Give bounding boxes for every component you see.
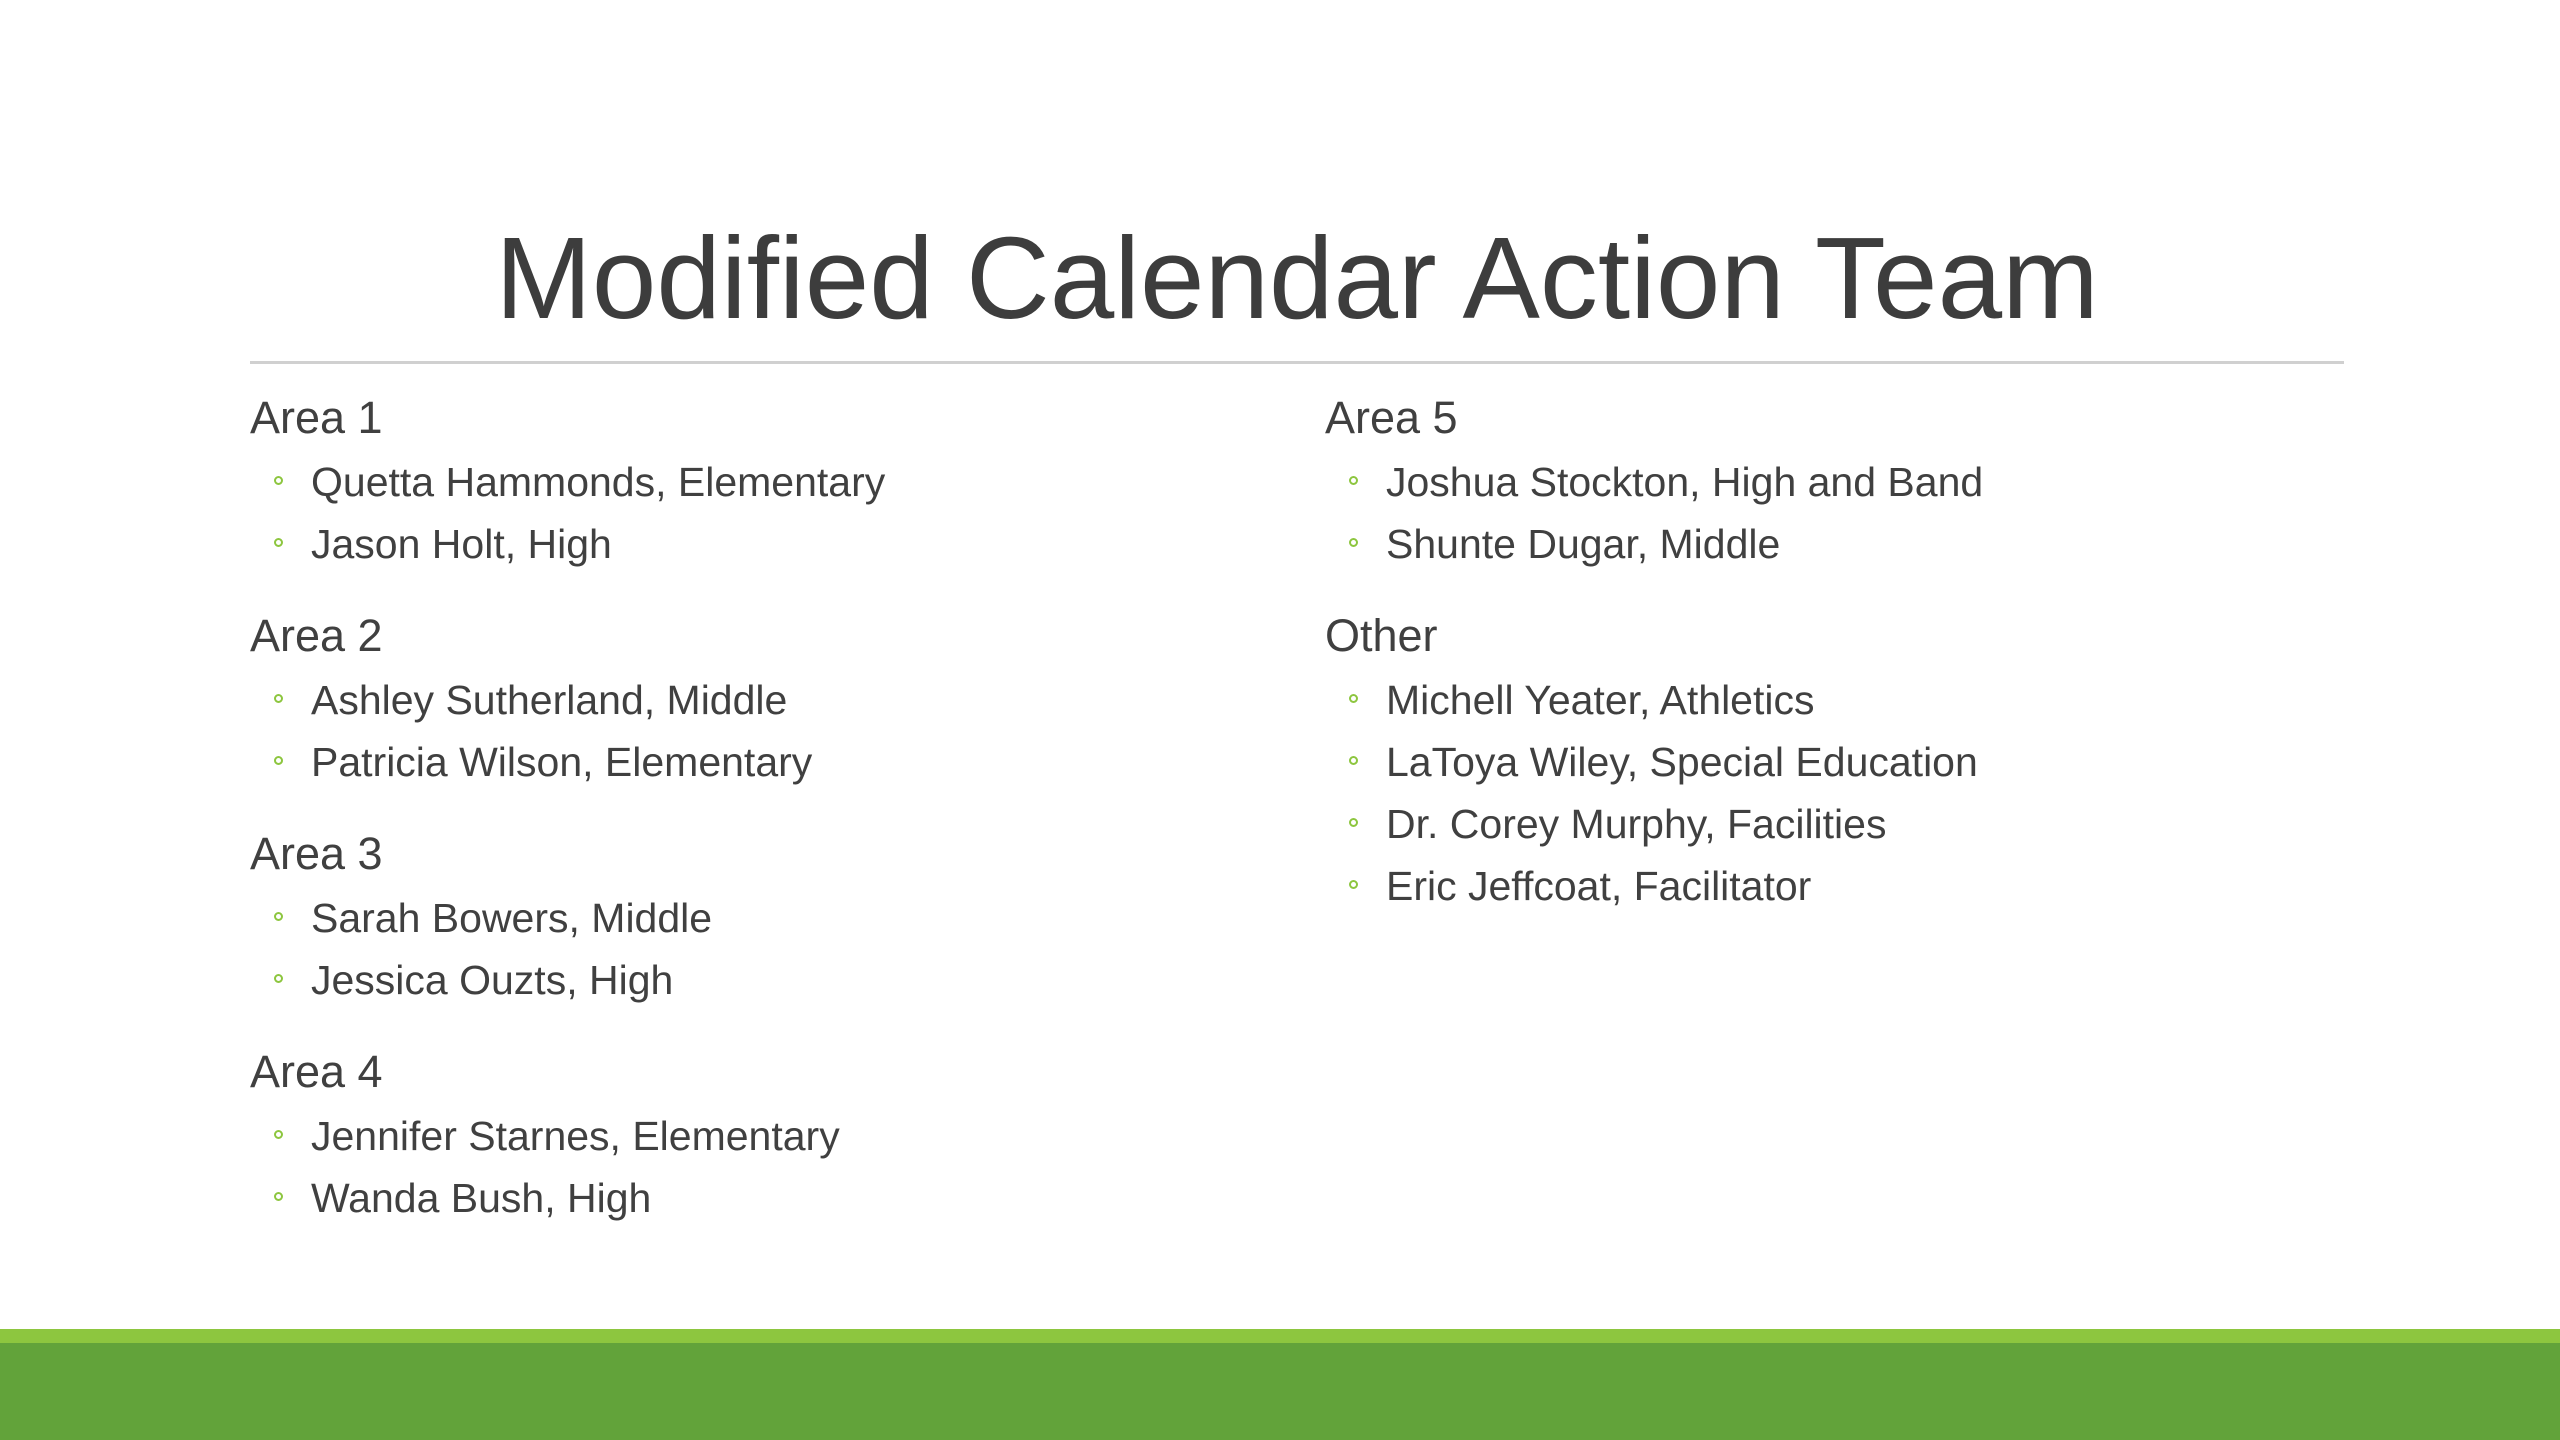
right-column	[1325, 385, 2365, 945]
list-item-text: Ashley Sutherland, Middle	[311, 677, 788, 723]
list-item	[1325, 513, 2365, 575]
list-item-text: LaToya Wiley, Special Education	[1386, 739, 1978, 785]
circle-bullet-icon	[274, 756, 283, 765]
list-item-text: Jason Holt, High	[311, 521, 612, 567]
list-item	[250, 669, 1290, 731]
group-area-3	[250, 821, 1290, 1011]
list-item-text: Joshua Stockton, High and Band	[1386, 459, 1984, 505]
group-heading: Area 4	[250, 1046, 383, 1097]
footer-accent-stripe	[0, 1329, 2560, 1343]
list-item	[250, 513, 1290, 575]
circle-bullet-icon	[1349, 476, 1358, 485]
group-list	[1325, 451, 2365, 575]
group-heading: Area 2	[250, 610, 383, 661]
circle-bullet-icon	[274, 694, 283, 703]
circle-bullet-icon	[1349, 756, 1358, 765]
group-heading: Area 1	[250, 392, 383, 443]
circle-bullet-icon	[274, 476, 283, 485]
list-item-text: Quetta Hammonds, Elementary	[311, 459, 886, 505]
circle-bullet-icon	[274, 538, 283, 547]
footer-band	[0, 1343, 2560, 1440]
group-area-4	[250, 1039, 1290, 1229]
group-area-5	[1325, 385, 2365, 575]
group-heading: Other	[1325, 610, 1438, 661]
circle-bullet-icon	[1349, 818, 1358, 827]
list-item	[1325, 669, 2365, 731]
list-item-text: Wanda Bush, High	[311, 1175, 652, 1221]
slide-title: Modified Calendar Action Team	[495, 213, 2099, 343]
circle-bullet-icon	[1349, 694, 1358, 703]
list-item-text: Jennifer Starnes, Elementary	[311, 1113, 840, 1159]
group-area-1	[250, 385, 1290, 575]
list-item	[250, 887, 1290, 949]
group-heading: Area 5	[1325, 392, 1458, 443]
group-list	[250, 1105, 1290, 1229]
list-item	[1325, 855, 2365, 917]
group-list	[1325, 669, 2365, 917]
list-item-text: Michell Yeater, Athletics	[1386, 677, 1815, 723]
group-list	[250, 451, 1290, 575]
list-item	[1325, 731, 2365, 793]
list-item-text: Patricia Wilson, Elementary	[311, 739, 813, 785]
list-item-text: Eric Jeffcoat, Facilitator	[1386, 863, 1812, 909]
circle-bullet-icon	[274, 1130, 283, 1139]
list-item	[250, 1105, 1290, 1167]
list-item-text: Jessica Ouzts, High	[311, 957, 674, 1003]
list-item	[250, 949, 1290, 1011]
list-item-text: Shunte Dugar, Middle	[1386, 521, 1781, 567]
list-item	[250, 731, 1290, 793]
list-item	[250, 451, 1290, 513]
list-item	[1325, 793, 2365, 855]
group-other	[1325, 603, 2365, 917]
list-item	[1325, 451, 2365, 513]
title-divider	[250, 361, 2344, 364]
list-item-text: Dr. Corey Murphy, Facilities	[1386, 801, 1887, 847]
circle-bullet-icon	[1349, 538, 1358, 547]
left-column	[250, 385, 1290, 1257]
circle-bullet-icon	[274, 1192, 283, 1201]
list-item-text: Sarah Bowers, Middle	[311, 895, 713, 941]
group-list	[250, 887, 1290, 1011]
circle-bullet-icon	[274, 974, 283, 983]
group-heading: Area 3	[250, 828, 383, 879]
circle-bullet-icon	[1349, 880, 1358, 889]
circle-bullet-icon	[274, 912, 283, 921]
list-item	[250, 1167, 1290, 1229]
group-area-2	[250, 603, 1290, 793]
group-list	[250, 669, 1290, 793]
